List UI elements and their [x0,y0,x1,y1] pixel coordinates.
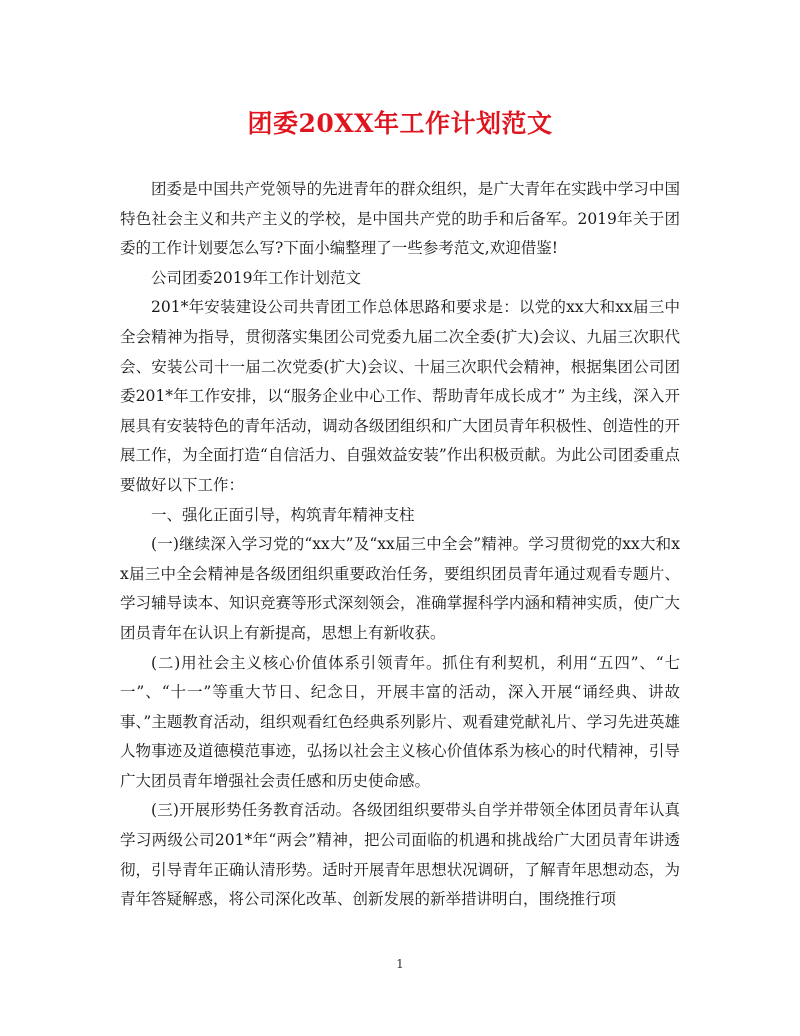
subsection-heading: 一、强化正面引导，构筑青年精神支柱 [151,505,415,524]
intro-paragraph: 团委是中国共产党领导的先进青年的群众组织，是广大青年在实践中学习中国特色社会主义和共产主义的学校，是中国共产党的助手和后备军。2019年关于团委的工作计划要怎么写?下面小编整理了一些参考范文,欢迎借鉴! [120,180,680,258]
section-heading: 公司团委2019年工作计划范文 [151,268,361,287]
body-paragraph: (二)用社会主义核心价值体系引领青年。抓住有利契机，利用“五四”、“七一”、“十一”等重大节日、纪念日，开展丰富的活动，深入开展“诵经典、讲故事、”主题教育活动，组织观看红色经典系列影片、观看建党献礼片、学习先进英雄人物事迹及道德模范事迹，弘扬以社会主义核心价值体系为核心的时代精神，引导广大团员青年增强社会责任感和历史使命感。 [120,653,680,790]
page-number: 1 [396,957,404,971]
body-paragraph: 201*年安装建设公司共青团工作总体思路和要求是：以党的xx大和xx届三中全会精神为指导，贯彻落实集团公司党委九届二次全委(扩大)会议、九届三次职代会、安装公司十一届二次党委(扩大)会议、十届三次职代会精神，根据集团公司团委201*年工作安排，以“服务企业中心工作、帮助青年成长成才” 为主线，深入开展具有安装特色的青年活动，调动各级团组织和广大团员青年积极性、创造性的开展工作，为全面打造“自信活力、自强效益安装”作出积极贡献。为此公司团委重点要做好以下工作： [120,298,680,494]
document-title: 团委20XX年工作计划范文 [247,109,553,138]
body-paragraph: (一)继续深入学习党的“xx大”及“xx届三中全会”精神。学习贯彻党的xx大和xx届三中全会精神是各级团组织重要政治任务，要组织团员青年通过观看专题片、学习辅导读本、知识竞赛等形式深刻领会，准确掌握科学内涵和精神实质，使广大团员青年在认识上有新提高，思想上有新收获。 [120,535,680,642]
document-body [120,175,680,915]
body-paragraph: (三)开展形势任务教育活动。各级团组织要带头自学并带领全体团员青年认真学习两级公司201*年“两会”精神，把公司面临的机遇和挑战给广大团员青年讲透彻，引导青年正确认清形势。适时开展青年思想状况调研，了解青年思想动态，为青年答疑解惑，将公司深化改革、创新发展的新举措讲明白，围绕推行项 [120,801,680,909]
